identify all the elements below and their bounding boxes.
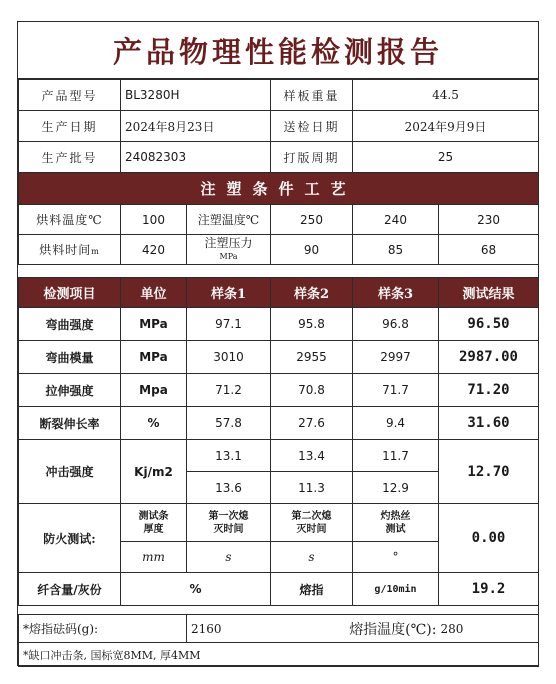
header-result: 测试结果 <box>439 278 539 308</box>
report-title: 产品物理性能检测报告 <box>18 22 538 79</box>
batch-label: 生产批号 <box>19 142 121 173</box>
table-row <box>19 374 539 407</box>
spacer-row <box>19 265 539 278</box>
fire-result: 0.00 <box>439 504 539 573</box>
fire-unit-4: ° <box>353 542 439 573</box>
fire-col-first-l2: 灭时间 <box>213 523 244 535</box>
fire-unit-3: s <box>271 542 353 573</box>
impact-sample-3b: 12.9 <box>353 472 439 504</box>
batch-value: 24082303 <box>121 142 271 173</box>
fire-col-thickness-l1: 测试条 <box>138 510 169 522</box>
fire-unit-2: s <box>187 542 271 573</box>
mold-temp-2: 240 <box>353 205 439 235</box>
fiber-row <box>19 573 539 606</box>
row-sample-3: 96.8 <box>353 308 439 341</box>
melt-temp-label: 熔指温度(℃): <box>321 615 437 643</box>
fire-col-first-l1: 第一次熄 <box>208 510 249 522</box>
melt-value: 19.2 <box>439 573 539 606</box>
row-sample-2: 2955 <box>271 341 353 374</box>
dry-temp-value: 100 <box>121 205 187 235</box>
fire-item: 防火测试: <box>19 504 121 573</box>
melt-weight-label: *熔指砝码(g): <box>19 615 187 643</box>
melt-label: 熔指 <box>271 573 353 606</box>
row-unit: % <box>121 407 187 440</box>
test-date-value: 2024年9月9日 <box>353 111 539 142</box>
impact-result: 12.70 <box>439 440 539 504</box>
pressure-label: 注塑压力 <box>204 235 253 250</box>
header-unit: 单位 <box>121 278 187 308</box>
fiber-unit: % <box>121 573 271 606</box>
row-item: 弯曲模量 <box>19 341 121 374</box>
footer-table <box>18 614 539 667</box>
melt-unit: g/10min <box>353 573 439 606</box>
dry-time-cell <box>19 235 121 265</box>
impact-sample-1a: 13.1 <box>187 440 271 472</box>
model-label: 产品型号 <box>19 80 121 111</box>
mold-temp-3: 230 <box>439 205 539 235</box>
fire-col-thickness <box>121 504 187 542</box>
row-unit: MPa <box>121 308 187 341</box>
fire-col-glow-l2: 测试 <box>385 523 406 535</box>
fire-col-second <box>271 504 353 542</box>
prod-date-label: 生产日期 <box>19 111 121 142</box>
table-row <box>19 341 539 374</box>
row-item: 拉伸强度 <box>19 374 121 407</box>
header-sample-2: 样条2 <box>271 278 353 308</box>
tests-table <box>18 277 539 606</box>
row-result: 2987.00 <box>439 341 539 374</box>
fire-col-thickness-l2: 厚度 <box>143 523 164 535</box>
row-sample-1: 97.1 <box>187 308 271 341</box>
footer-note: *缺口冲击条, 国标宽8MM, 厚4MM <box>19 643 539 667</box>
pressure-3: 68 <box>439 235 539 265</box>
dry-time-unit: m <box>91 247 100 256</box>
impact-sample-2b: 11.3 <box>271 472 353 504</box>
row-item: 弯曲强度 <box>19 308 121 341</box>
header-sample-3: 样条3 <box>353 278 439 308</box>
row-sample-2: 70.8 <box>271 374 353 407</box>
prod-date-value: 2024年8月23日 <box>121 111 271 142</box>
dry-time-label: 烘料时间 <box>39 243 92 257</box>
test-date-label: 送检日期 <box>271 111 353 142</box>
pressure-1: 90 <box>271 235 353 265</box>
impact-sample-1b: 13.6 <box>187 472 271 504</box>
dry-time-value: 420 <box>121 235 187 265</box>
fiber-item: 纤含量/灰份 <box>19 573 121 606</box>
pressure-unit: MPa <box>219 251 238 261</box>
table-row <box>19 407 539 440</box>
process-heading: 注塑条件工艺 <box>19 173 539 205</box>
row-unit: Mpa <box>121 374 187 407</box>
impact-sample-2a: 13.4 <box>271 440 353 472</box>
fire-col-second-l2: 灭时间 <box>296 523 327 535</box>
impact-unit: Kj/m2 <box>121 440 187 504</box>
dry-temp-label: 烘料温度℃ <box>19 205 121 235</box>
impact-item: 冲击强度 <box>19 440 121 504</box>
row-sample-1: 57.8 <box>187 407 271 440</box>
mold-temp-1: 250 <box>271 205 353 235</box>
row-unit: MPa <box>121 341 187 374</box>
impact-row-1 <box>19 440 539 472</box>
impact-sample-3a: 11.7 <box>353 440 439 472</box>
cycle-value: 25 <box>353 142 539 173</box>
fire-unit-1: mm <box>121 542 187 573</box>
table-row <box>19 308 539 341</box>
fire-row-1 <box>19 504 539 542</box>
weight-label: 样板重量 <box>271 80 353 111</box>
info-table <box>18 79 539 173</box>
fire-col-second-l1: 第二次熄 <box>291 510 332 522</box>
report-frame <box>17 21 539 666</box>
fire-col-glow <box>353 504 439 542</box>
fire-col-first <box>187 504 271 542</box>
row-sample-2: 27.6 <box>271 407 353 440</box>
weight-value: 44.5 <box>353 80 539 111</box>
row-sample-1: 71.2 <box>187 374 271 407</box>
row-sample-1: 3010 <box>187 341 271 374</box>
pressure-cell <box>187 235 271 265</box>
cycle-label: 打版周期 <box>271 142 353 173</box>
row-sample-3: 9.4 <box>353 407 439 440</box>
row-sample-2: 95.8 <box>271 308 353 341</box>
fire-col-glow-l1: 灼热丝 <box>380 510 411 522</box>
process-table <box>18 172 539 278</box>
melt-temp-value: 280 <box>437 615 539 643</box>
header-sample-1: 样条1 <box>187 278 271 308</box>
row-result: 71.20 <box>439 374 539 407</box>
row-sample-3: 2997 <box>353 341 439 374</box>
row-item: 断裂伸长率 <box>19 407 121 440</box>
mold-temp-label: 注塑温度℃ <box>187 205 271 235</box>
header-item: 检测项目 <box>19 278 121 308</box>
pressure-2: 85 <box>353 235 439 265</box>
melt-weight-value: 2160 <box>187 615 321 643</box>
model-value: BL3280H <box>121 80 271 111</box>
row-sample-3: 71.7 <box>353 374 439 407</box>
row-result: 31.60 <box>439 407 539 440</box>
row-result: 96.50 <box>439 308 539 341</box>
